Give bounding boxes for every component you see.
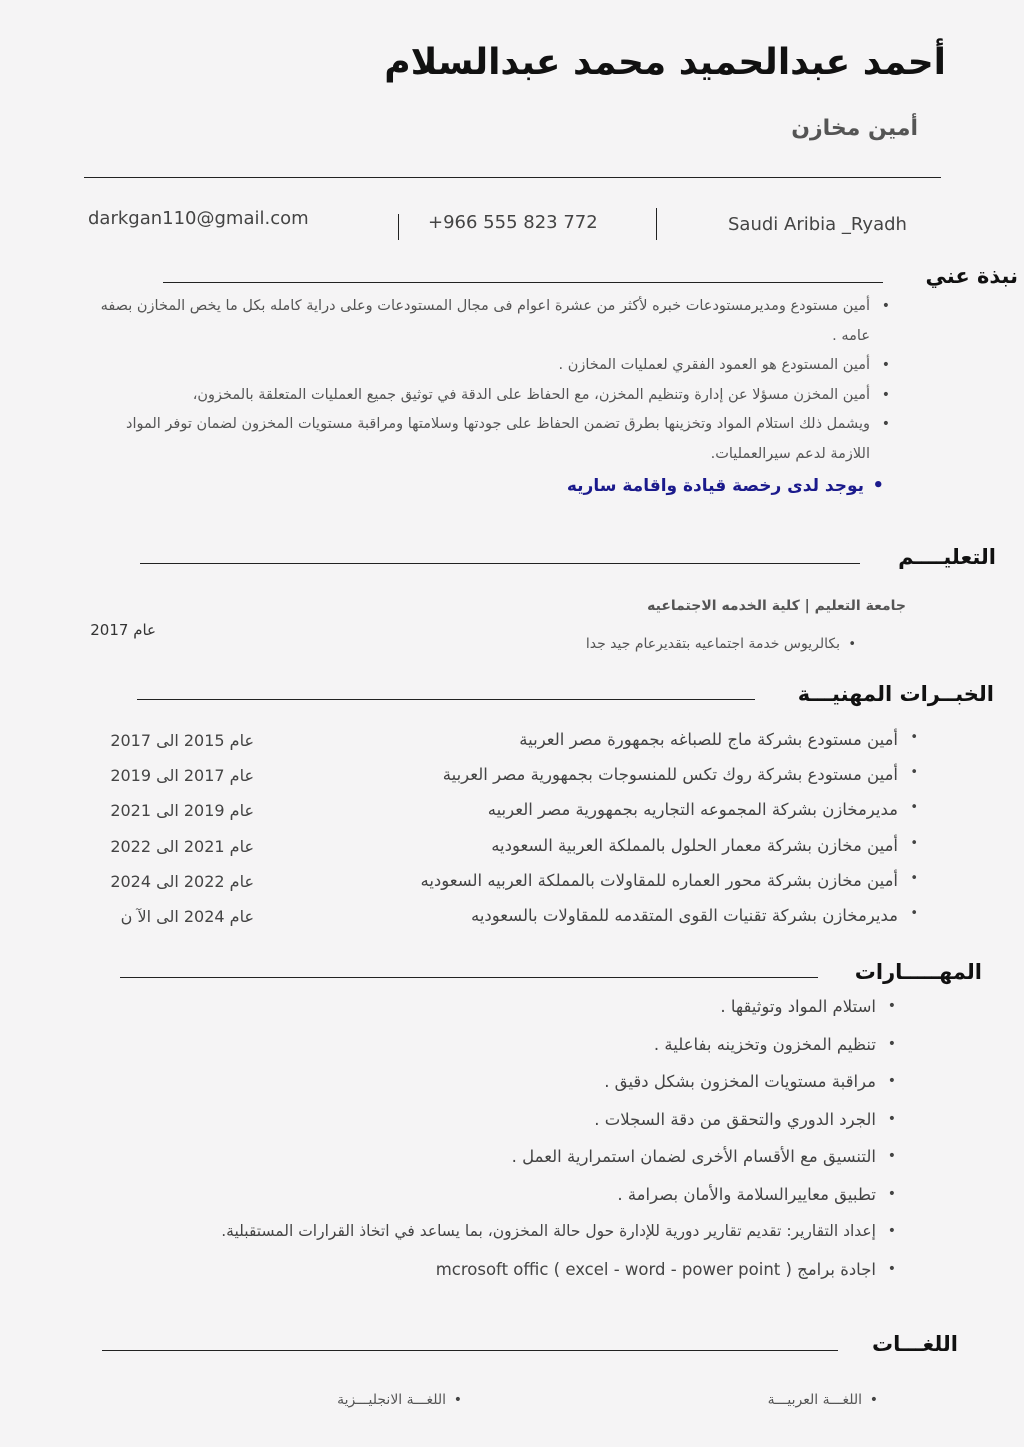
section-title-about: نبذة عني (925, 264, 1018, 288)
about-highlight: • يوجد لدى رخصة قيادة واقامة ساريه (86, 469, 864, 503)
about-list (86, 292, 870, 503)
experience-role: • أمين مخازن بشركة معمار الحلول بالمملكة العربية السعوديه (491, 836, 898, 855)
candidate-name: أحمد عبدالحميد محمد عبدالسلام (384, 42, 946, 83)
experience-period: عام 2022 الى 2024 (110, 872, 254, 891)
language-item: • اللغـــة الانجليـــزية (337, 1392, 446, 1408)
skill-item: • تنظيم المخزون وتخزينه بفاعلية . (40, 1026, 876, 1064)
experience-role: • أمين مستودع بشركة روك تكس للمنسوجات بجمهورية مصر العربية (443, 765, 898, 784)
contact-separator (656, 208, 657, 240)
experience-period: عام 2017 الى 2019 (110, 766, 254, 785)
experience-divider (137, 699, 755, 700)
job-title: أمين مخازن (791, 116, 918, 141)
about-item: • أمين المستودع هو العمود الفقري لعمليات المخازن . (86, 351, 870, 381)
section-title-experience: الخبــرات المهنيـــة (797, 682, 994, 706)
education-degree: بكالريوس خدمة اجتماعيه بتقديرعام جيد جدا (585, 636, 840, 652)
languages-divider (102, 1350, 838, 1351)
experience-period: عام 2019 الى 2021 (110, 801, 254, 820)
skill-item: • مراقبة مستويات المخزون بشكل دقيق . (40, 1063, 876, 1101)
experience-role: • أمين مستودع بشركة ماج للصباغه بجمهورة مصر العربية (519, 730, 898, 749)
contact-separator (398, 214, 399, 240)
contact-email: darkgan110@gmail.com (88, 208, 309, 229)
about-item: • أمين المخزن مسؤلا عن إدارة وتنظيم المخزن، مع الحفاظ على الدقة في توثيق جميع العمليات المتعلقة بالمخزون، (86, 381, 870, 411)
experience-period: عام 2021 الى 2022 (110, 837, 254, 856)
contact-phone: +966 555 823 772 (428, 212, 598, 233)
skill-item: • تطبيق معاييرالسلامة والأمان بصرامة . (40, 1176, 876, 1214)
about-divider (163, 282, 883, 283)
skill-item: • الجرد الدوري والتحقق من دقة السجلات . (40, 1101, 876, 1139)
skill-item: • التنسيق مع الأقسام الأخرى لضمان استمرارية العمل . (40, 1138, 876, 1176)
education-year: عام 2017 (90, 621, 156, 639)
skills-list (40, 988, 876, 1288)
section-title-skills: المهـــــارات (854, 960, 982, 984)
contact-location: Saudi Aribia _Ryadh (728, 214, 907, 235)
experience-period: عام 2024 الى الآ ن (120, 907, 254, 926)
about-item: • ويشمل ذلك استلام المواد وتخزينها بطرق تضمن الحفاظ على جودتها وسلامتها ومراقبة مستويات المخزون لضمان توفر المواد اللازمة لدعم سيرالعمليات. (86, 410, 870, 469)
skill-item: • إعداد التقارير: تقديم تقارير دورية للإدارة حول حالة المخزون، بما يساعد في اتخاذ القرارات المستقبلية. (40, 1213, 876, 1251)
experience-role: • مديرمخازن بشركة تقنيات القوى المتقدمه للمقاولات بالسعوديه (471, 906, 898, 925)
skill-item: • استلام المواد وتوثيقها . (40, 988, 876, 1026)
experience-role: • أمين مخازن بشركة محور العماره للمقاولات بالمملكة العربيه السعوديه (420, 871, 898, 890)
experience-period: عام 2015 الى 2017 (110, 731, 254, 750)
about-item: • أمين مستودع ومديرمستودعات خبره لأكثر من عشرة اعوام فى مجال المستودعات وعلى دراية كامله بكل ما يخص المخازن بصفه عامه . (86, 292, 870, 351)
education-institution: جامعة التعليم | كلية الخدمه الاجتماعيه (647, 598, 906, 614)
section-title-languages: اللغـــات (871, 1332, 958, 1356)
skills-divider (120, 977, 818, 978)
language-item: • اللغـــة العربيـــة (768, 1392, 862, 1408)
skill-item: • اجادة برامج ( mcrosoft offic ( excel - word - power point (40, 1251, 876, 1289)
experience-role: • مديرمخازن بشركة المجموعه التجاريه بجمهورية مصر العربيه (488, 800, 898, 819)
bullet-icon: • (848, 637, 856, 652)
section-title-education: التعليــــم (898, 545, 996, 569)
header-divider (84, 177, 941, 178)
education-divider (140, 563, 860, 564)
